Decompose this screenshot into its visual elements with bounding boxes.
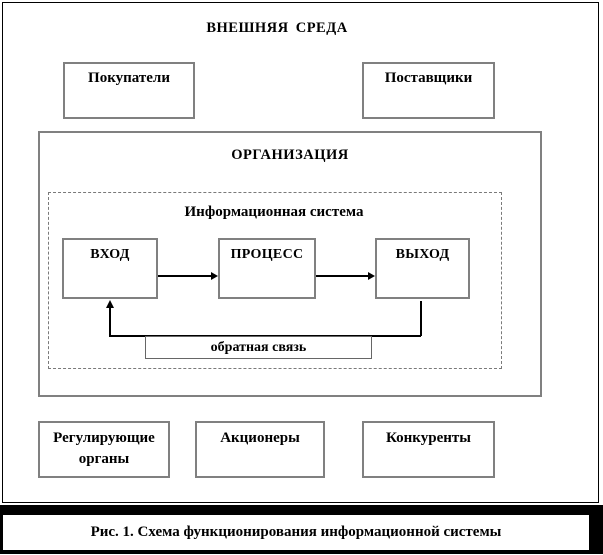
arrow-process-output-head-icon [368, 272, 375, 280]
input-label: ВХОД [90, 247, 130, 262]
caption-band [0, 505, 603, 554]
output-label: ВЫХОД [395, 247, 450, 262]
organization-title: ОРГАНИЗАЦИЯ [231, 147, 349, 163]
competitors-box [362, 421, 495, 478]
figure-caption: Рис. 1. Схема функционирования информационной системы [3, 515, 589, 550]
input-box [62, 238, 158, 299]
feedback-line-down [420, 301, 422, 336]
output-box [375, 238, 470, 299]
regulators-box [38, 421, 170, 478]
shareholders-label: Акционеры [220, 430, 300, 446]
external-environment-title: ВНЕШНЯЯ СРЕДА [206, 20, 348, 36]
suppliers-box [362, 62, 495, 119]
competitors-label: Конкуренты [386, 430, 471, 446]
information-system-title: Информационная система [184, 204, 364, 220]
feedback-arrow-up-head-icon [106, 300, 114, 308]
feedback-box [145, 336, 372, 359]
regulators-label: Регулирующие органы [53, 430, 155, 467]
suppliers-label: Поставщики [384, 70, 473, 86]
feedback-line-up [109, 307, 111, 336]
arrow-process-output-line [316, 275, 369, 277]
shareholders-box [195, 421, 325, 478]
feedback-label: обратная связь [210, 340, 307, 355]
arrow-input-process-head-icon [211, 272, 218, 280]
buyers-label: Покупатели [88, 70, 170, 86]
process-box [218, 238, 316, 299]
arrow-input-process-line [158, 275, 212, 277]
process-label: ПРОЦЕСС [230, 247, 304, 262]
buyers-box [63, 62, 195, 119]
